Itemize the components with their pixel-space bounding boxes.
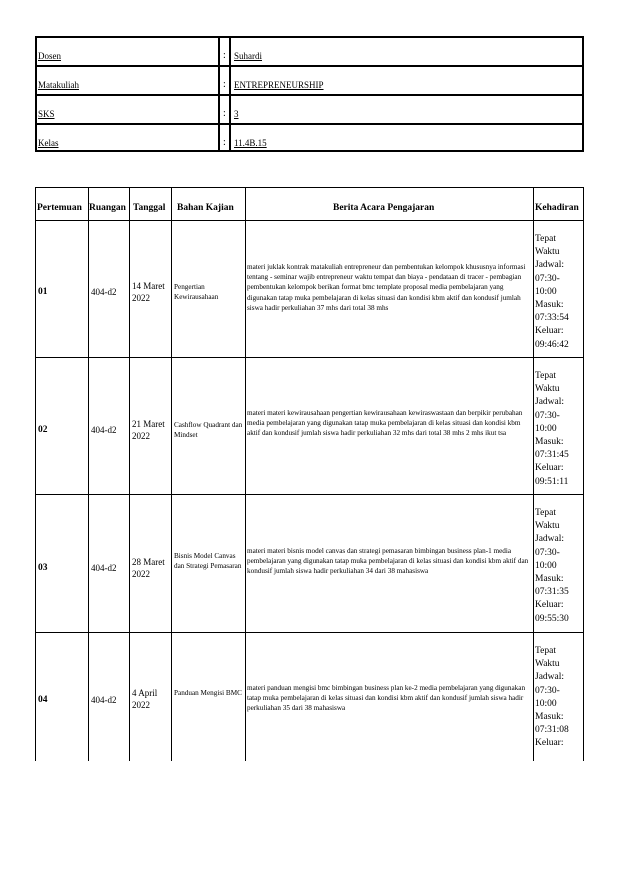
row-ruangan: 404-d2 — [91, 287, 117, 297]
row-pertemuan: 01 — [38, 287, 48, 297]
info-row-matakuliah — [37, 67, 582, 96]
row-kehadiran: Tepat Waktu Jadwal: 07:30- 10:00 Masuk: 07:31:08 Keluar: — [535, 646, 569, 749]
info-colon: : — [223, 79, 226, 90]
info-row-kelas — [37, 125, 582, 152]
row-kehadiran: Tepat Waktu Jadwal: 07:30- 10:00 Masuk: 07:31:35 Keluar: 09:55:30 — [535, 508, 569, 624]
course-info-table — [35, 36, 584, 152]
row-bahan-kajian: Pengertian Kewirausahaan — [174, 283, 219, 302]
info-row-dosen — [37, 38, 582, 67]
header-tanggal: Tanggal — [133, 203, 166, 213]
info-colon: : — [223, 137, 226, 148]
row-ruangan: 404-d2 — [91, 563, 117, 573]
row-tanggal: 14 Maret 2022 — [132, 281, 165, 303]
row-berita-acara: materi panduan mengisi bmc bimbingan business plan ke-2 media pembelajaran yang digunakan tatap muka pembelajaran di kelas situasi dan kondisi kbm aktif dan kondusif jumlah siswa hadir perkuliahan 35 dari 38 mahasiswa — [247, 684, 526, 713]
info-colon: : — [223, 108, 226, 119]
row-kehadiran: Tepat Waktu Jadwal: 07:30- 10:00 Masuk: 07:33:54 Keluar: 09:46:42 — [535, 234, 569, 350]
info-value: Suhardi — [234, 51, 262, 61]
row-berita-acara: materi juklak kontrak matakuliah entrepreneur dan pembentukan kelompok khususnya informasi tentang - seminar wajib entrepreneur waktu tempat dan biaya - pendataan di tracer - pembagian pembentukan kelompok berikan format bmc template proposal media pembelajaran yang digunakan tatap muka pembelajaran di kelas situasi dan kondisi kbm aktif dan kondusif jumlah siswa hadir perkuliahan 37 mhs dari total 38 mhs — [247, 263, 526, 312]
row-ruangan: 404-d2 — [91, 425, 117, 435]
row-bahan-kajian: Bisnis Model Canvas dan Strategi Pemasaran — [174, 552, 242, 571]
row-berita-acara: materi materi bisnis model canvas dan strategi pemasaran bimbingan business plan-1 media pembelajaran yang digunakan tatap muka pembelajaran di kelas situasi dan kondisi kbm aktif dan kondusif jumlah siswa hadir perkuliahan 34 dari 38 mahasiswa — [247, 547, 529, 576]
header-pertemuan: Pertemuan — [37, 203, 82, 213]
row-berita-acara: materi materi kewirausahaan pengertian kewirausahaan kewiraswastaan dan berpikir perubahan media pembelajaran yang digunakan tatap muka pembelajaran di kelas situasi dan kondisi kbm aktif dan kondusif jumlah siswa hadir perkuliahan 32 mhs dari total 38 mhs 2 mhs ikut tsa — [247, 409, 523, 438]
info-value: 11.4B.15 — [234, 138, 267, 148]
row-tanggal: 21 Maret 2022 — [132, 419, 165, 441]
row-pertemuan: 03 — [38, 563, 48, 573]
info-label: Dosen — [38, 51, 61, 61]
teaching-record-table — [35, 187, 584, 761]
header-kehadiran: Kehadiran — [535, 203, 579, 213]
row-tanggal: 28 Maret 2022 — [132, 557, 165, 579]
row-kehadiran: Tepat Waktu Jadwal: 07:30- 10:00 Masuk: 07:31:45 Keluar: 09:51:11 — [535, 371, 569, 487]
row-tanggal: 4 April 2022 — [132, 688, 158, 710]
row-ruangan: 404-d2 — [91, 695, 117, 705]
info-value: ENTREPRENEURSHIP — [234, 80, 324, 90]
header-ruangan: Ruangan — [89, 203, 126, 213]
row-pertemuan: 02 — [38, 425, 48, 435]
info-value: 3 — [234, 109, 239, 119]
row-pertemuan: 04 — [38, 695, 48, 705]
info-label: Matakuliah — [38, 80, 79, 90]
info-label: SKS — [38, 109, 55, 119]
row-bahan-kajian: Panduan Mengisi BMC — [174, 689, 242, 697]
info-colon: : — [223, 50, 226, 61]
row-bahan-kajian: Cashflow Quadrant dan Mindset — [174, 421, 243, 440]
info-row-sks — [37, 96, 582, 125]
header-bahan-kajian: Bahan Kajian — [177, 203, 234, 213]
info-label: Kelas — [38, 138, 59, 148]
header-berita-acara: Berita Acara Pengajaran — [333, 203, 435, 213]
